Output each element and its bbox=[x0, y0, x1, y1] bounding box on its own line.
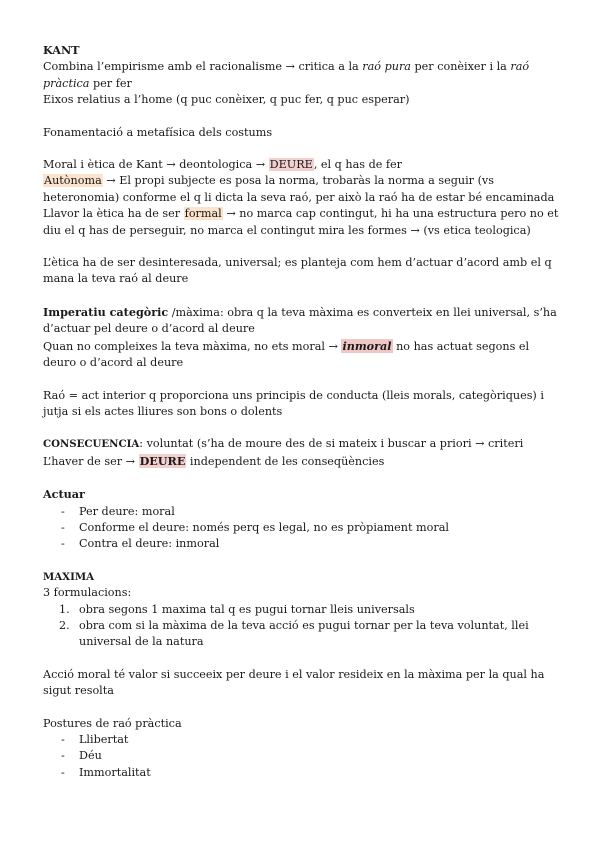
postures-list bbox=[43, 732, 563, 781]
highlight-deure-2: DEURE bbox=[139, 453, 186, 468]
list-item: 1. obra segons 1 maxima tal q es pugui tornar lleis universals bbox=[59, 602, 415, 616]
heading-postures: Postures de raó pràctica bbox=[43, 716, 182, 730]
maxima-intro: 3 formulacions: bbox=[43, 586, 132, 600]
paragraph-accio: Acció moral té valor si succeeix per deure i el valor resideix en la màxima per la qual ha sigut resolta bbox=[43, 667, 545, 698]
paragraph-inmoral: Quan no compleixes la teva màxima, no ets moral → inmoral no has actuat segons el deuro o d’acord al deure bbox=[43, 338, 530, 370]
actuar-list bbox=[43, 504, 563, 553]
highlight-autonoma: Autònoma bbox=[44, 174, 102, 188]
paragraph-imperatiu: Imperatiu categòric /màxima: obra q la teva màxima es converteix en llei universal, s’ha d’actuar pel deure o d’acord al deure bbox=[43, 304, 557, 336]
highlight-deure: DEURE bbox=[269, 158, 313, 172]
list-item: 2. obra com si la màxima de la teva acció es pugui tornar per la teva voluntat, llei universal de la natura bbox=[59, 618, 529, 649]
maxima-list bbox=[43, 602, 563, 651]
heading-kant: KANT bbox=[43, 43, 80, 57]
paragraph-formal: Llavor la ètica ha de ser formal → no marca cap contingut, hi ha una estructura pero no et diu el q has de perseguir, no marca el contingut mira les formes → (vs etica teologica) bbox=[43, 207, 559, 237]
paragraph-consecuencia: CONSECUENCIA: voluntat (s’ha de moure des de si mateix i buscar a priori → criteri L’haver de ser → DEURE independent de les conseqüències bbox=[43, 437, 524, 468]
heading-actuar: Actuar bbox=[43, 487, 85, 502]
list-item: - Déu bbox=[43, 748, 563, 764]
list-item: - Conforme el deure: només perq es legal, no es pròpiament moral bbox=[43, 520, 563, 536]
highlight-formal: formal bbox=[184, 207, 222, 221]
paragraph-kant-2: Eixos relatius a l’home (q puc conèixer, q puc fer, q puc esperar) bbox=[43, 93, 410, 107]
list-item: - Immortalitat bbox=[43, 765, 563, 781]
paragraph-moral: Moral i ètica de Kant → deontologica → DEURE, el q has de fer bbox=[43, 158, 403, 172]
list-item: - Contra el deure: inmoral bbox=[43, 536, 563, 552]
paragraph-desinteressada: L’ètica ha de ser desinteresada, universal; es planteja com hem d’actuar d’acord amb el q mana la teva raó al deure bbox=[43, 256, 552, 286]
list-item: - Per deure: moral bbox=[43, 504, 563, 520]
paragraph-fonamentacio: Fonamentació a metafísica dels costums bbox=[43, 125, 273, 139]
paragraph-rao: Raó = act interior q proporciona uns principis de conducta (lleis morals, categòriques) i jutja si els actes lliures son bons o dolents bbox=[43, 388, 544, 418]
heading-maxima: MAXIMA bbox=[43, 570, 95, 583]
paragraph-autonoma: Autònoma → El propi subjecte es posa la norma, trobaràs la norma a seguir (vs heteronomia) conforme el q li dicta la seva raó, per això la raó ha de estar bé encaminada bbox=[43, 174, 555, 204]
document-page bbox=[43, 42, 563, 781]
paragraph-kant-1: Combina l’empirisme amb el racionalisme → critica a la raó pura per conèixer i la raó pràctica per fer bbox=[43, 60, 530, 90]
list-item: - Llibertat bbox=[43, 732, 563, 748]
highlight-inmoral: inmoral bbox=[342, 338, 392, 353]
